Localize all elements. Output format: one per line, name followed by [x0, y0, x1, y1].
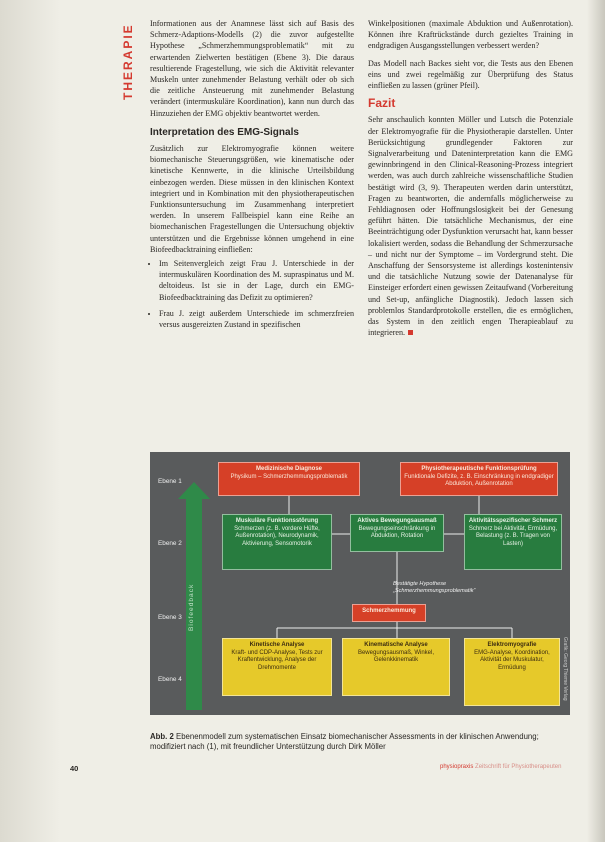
graphic-credit: Grafik: Georg Thieme Verlag: [562, 637, 568, 701]
continuation-paragraph: Winkelpositionen (maximale Abduktion und Außenrotation). Können ihre Kraftrückstände durch gezieltes Training in endgradigen Ausgangsstellungen verbessert werden?: [368, 19, 573, 51]
box-pain-inhibition: [352, 604, 426, 622]
caption-text: Ebenenmodell zum systematischen Einsatz biomechanischer Assessments in der klinischen Anwendung; modifiziert nach (1), mit freundlicher Unterstützung durch Dirk Möller: [150, 732, 539, 751]
box-text: Funktionale Defizite, z. B. Einschränkung in endgradiger Abduktion, Außenrotation: [404, 473, 554, 488]
box-medical-diagnosis: [218, 462, 360, 496]
box-muscular-dysfunction: [222, 514, 332, 570]
journal-footer: [440, 764, 561, 770]
box-text: Bewegungsausmaß, Winkel, Gelenkkinematik: [357, 649, 435, 664]
end-marker-icon: [408, 330, 413, 335]
up-arrow-icon: [178, 482, 210, 499]
right-column: [368, 18, 573, 338]
box-emg-analysis: [464, 638, 560, 706]
level-model-diagram: [150, 452, 570, 715]
journal-subtitle: Zeitschrift für Physiotherapeuten: [475, 764, 562, 770]
left-column: [150, 18, 354, 335]
hypothesis-note: Bestätigte Hypothese „Schmerzhemmungsproblematik“: [393, 581, 476, 594]
level-label: Ebene 1: [158, 478, 182, 485]
intro-paragraph: Informationen aus der Anamnese lässt sich auf Basis des Schmerz-Adaptions-Modells (2) die zuvor aufgestellte Hypothese „Schmerzhemmungsproblematik“ mit zu erwartenden Zielwerten bestätigen (Ebene 3). Die daraus resultierende Fragestellung, wie sich die Aktivität relevanter Muskeln unter zunehmender Belastung verhält oder ob sich die zeitliche Ansteuerung mit zunehmender Belastung verändert (intermuskuläre Koordination), kann nun durch das Hinzuziehen der EMG objektiv beantwortet werden.: [150, 19, 354, 118]
arrow-label: Biofeedback: [188, 583, 195, 631]
box-active-range: [350, 514, 444, 552]
page-fold: [587, 0, 605, 842]
caption-label: Abb. 2: [150, 732, 174, 741]
box-title: Physiotherapeutische Funktionsprüfung: [421, 466, 537, 472]
box-title: Kinetische Analyse: [249, 642, 305, 648]
box-text: EMG-Analyse, Koordination, Aktivität der Muskulatur, Ermüdung: [474, 649, 550, 671]
page-number: 40: [70, 764, 79, 773]
box-kinetic-analysis: [222, 638, 332, 696]
box-title: Aktives Bewegungsausmaß: [357, 518, 437, 524]
body-paragraph: Das Modell nach Backes sieht vor, die Tests aus den Ebenen eins und zwei regelmäßig zur Überprüfung des Status einfließen zu lassen (grüner Pfeil).: [368, 58, 573, 91]
box-text: Kraft- und CDP-Analyse, Tests zur Kraftentwicklung, Analyse der Drehmomente: [231, 649, 323, 671]
section-label: THERAPIE: [121, 23, 135, 100]
journal-name: physiopraxis: [440, 764, 474, 770]
fazit-paragraph: [368, 114, 573, 338]
bullet-item: • Frau J. zeigt außerdem Unterschiede im schmerzfreien versus ausgereizten Zustand in spezifischen: [159, 308, 354, 330]
page-shadow: [0, 0, 60, 842]
level-label: Ebene 2: [158, 540, 182, 547]
fazit-text: Sehr anschaulich konnten Möller und Lutsch die Potenziale der Elektromyografie für die Physiotherapie darstellen. Unter Berücksichtigung grundlegender Faktoren zur Signalverarbeitung und Dateninterpretation kann die EMG gewinnbringend in den Clinical-Reasoning-Prozess integriert werden, was auch durch zahlreiche wissenschaftliche Studien bestätigt wird (3, 9). Therapeuten werden darin unterstützt, Fragen zu beantworten, die andernfalls möglicherweise zu Fehldiagnosen oder Hoffnungslosigkeit bei der Genesung geführt hätten. Die tatsächliche Mechanismus, der eine Beeinträchtigung oder Dysfunktion verursacht hat, kann besser lokalisiert werden, sodass die Behandlung der Schmerzursache – und nicht nur der Symptome – im Vordergrund steht. Die Anschaffung der Sensorsysteme ist allerdings kostenintensiv und die tatsächliche Nutzung sowie der Datenanalyse für Einsteiger erfordert einen gewissen Zeitaufwand (Vorbereitung und Set-up, anfängliche Diagnostik). Jedoch lassen sich problemlos Standardprotokolle erstellen, die es ermöglichen, das System in den zeitlich engen Therapieablauf zu integrieren.: [368, 115, 573, 338]
box-title: Schmerzhemmung: [362, 608, 416, 614]
box-text: Bewegungseinschränkung in Abduktion, Rotation: [358, 525, 436, 540]
box-functional-exam: [400, 462, 558, 496]
box-title: Muskuläre Funktionsstörung: [235, 518, 319, 524]
box-text: Schmerz bei Aktivität, Ermüdung, Belastung (z. B. Tragen von Lasten): [468, 525, 558, 547]
fazit-heading: Fazit: [368, 96, 396, 111]
box-title: Elektromyografie: [487, 642, 537, 648]
box-kinematic-analysis: [342, 638, 450, 696]
body-paragraph: Zusätzlich zur Elektromyografie können weitere biomechanische Steuerungsgrößen, wie kinematische oder kinetische Kennwerte, in die klinische Urteilsbildung einbezogen werden. Diese müssen in den klinischen Kontext integriert und in Kombination mit den physiotherapeutischen Funktionsuntersuchung im Zusammenhang interpretiert werden. In unserem Fallbeispiel kann eine Reihe an biomechanischen Fragestellungen die Untersuchung objektiv unterstützen und die Ergebnisse können umgehend in eine Biofeedbacktraining einfließen:: [150, 144, 354, 254]
box-text: Schmerzen (z. B. vordere Hüfte, Außenrotation), Neurodynamik, Aktivierung, Sensomotorik: [234, 525, 320, 547]
box-activity-pain: [464, 514, 562, 570]
box-title: Medizinische Diagnose: [255, 466, 322, 472]
bullet-item: • Im Seitenvergleich zeigt Frau J. Unterschiede in der intermuskulären Koordination des M. supraspinatus und M. deltoideus. Ist sie in der Lage, durch ein EMG-Biofeedbacktraining das Defizit zu optimieren?: [159, 258, 354, 303]
bullet-list: [150, 258, 354, 330]
figure-caption: [150, 732, 570, 752]
section-heading: Interpretation des EMG-Signals: [150, 126, 299, 138]
box-title: Aktivitätsspezifischer Schmerz: [468, 518, 558, 524]
box-text: Physikum – Schmerzhemmungsproblematik: [230, 473, 348, 480]
box-title: Kinematische Analyse: [364, 642, 428, 648]
level-label: Ebene 3: [158, 614, 182, 621]
level-label: Ebene 4: [158, 676, 182, 683]
